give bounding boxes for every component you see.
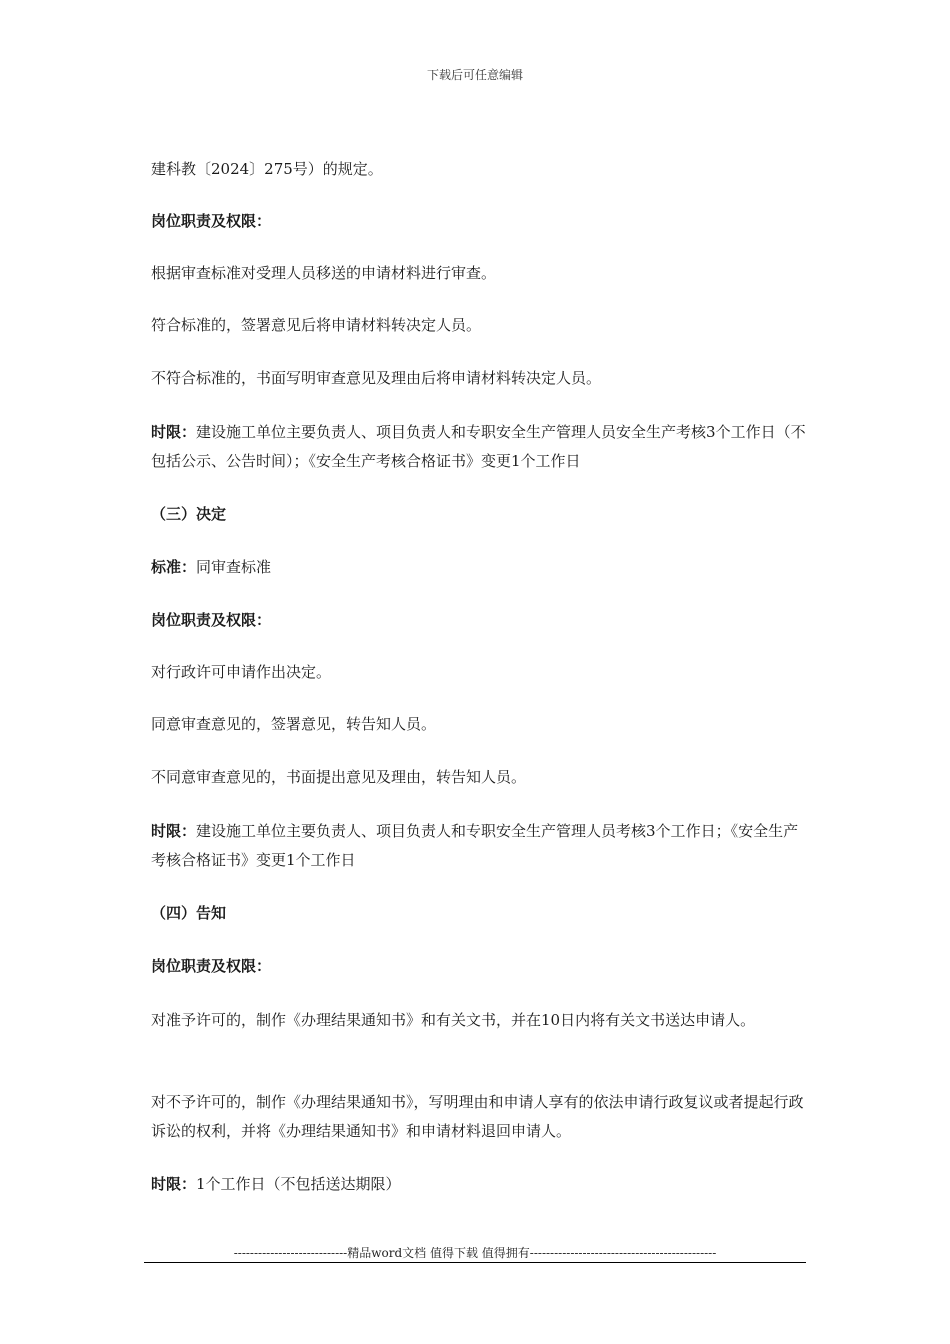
footer-divider <box>144 1262 806 1263</box>
paragraph-agree: 同意审查意见的，签署意见，转告知人员。 <box>151 715 437 733</box>
page-header: 下载后可任意编辑 <box>426 68 523 82</box>
section-heading-decision: （三）决定 <box>151 505 227 523</box>
paragraph-time-limit-review <box>151 418 806 476</box>
paragraph-compliant: 符合标准的，签署意见后将申请材料转决定人员。 <box>151 316 482 334</box>
time-limit-text: 建设施工单位主要负责人、项目负责人和专职安全生产管理人员考核3个工作日；《安全生产考核合格证书》变更1个工作日 <box>151 822 799 869</box>
paragraph-standard <box>151 553 806 582</box>
paragraph-review: 根据审查标准对受理人员移送的申请材料进行审查。 <box>151 264 497 282</box>
paragraph-regulation-ref: 建科教〔2024〕275号）的规定。 <box>151 160 383 178</box>
section-label-duties: 岗位职责及权限： <box>151 212 272 230</box>
page-footer: ----------------------------精品word文档 值得下载 值得拥有---------------------------------------------- <box>233 1246 717 1260</box>
standard-text: 同审查标准 <box>196 558 272 576</box>
time-limit-label: 时限： <box>151 423 197 441</box>
section-label-duties-decision: 岗位职责及权限： <box>151 611 272 629</box>
section-heading-notify: （四）告知 <box>151 904 227 922</box>
paragraph-make-decision: 对行政许可申请作出决定。 <box>151 663 332 681</box>
paragraph-rejected: 对不予许可的，制作《办理结果通知书》，写明理由和申请人享有的依法申请行政复议或者提起行政诉讼的权利，并将《办理结果通知书》和申请材料退回申请人。 <box>151 1093 804 1140</box>
time-limit-text: 建设施工单位主要负责人、项目负责人和专职安全生产管理人员安全生产考核3个工作日（不包括公示、公告时间）；《安全生产考核合格证书》变更1个工作日 <box>151 423 806 470</box>
time-limit-label: 时限： <box>151 822 197 840</box>
paragraph-approved: 对准予许可的，制作《办理结果通知书》和有关文书，并在10日内将有关文书送达申请人。 <box>151 1011 756 1029</box>
paragraph-noncompliant: 不符合标准的，书面写明审查意见及理由后将申请材料转决定人员。 <box>151 369 602 387</box>
time-limit-label: 时限： <box>151 1175 197 1193</box>
paragraph-time-limit-decision <box>151 817 806 875</box>
time-limit-text: 1个工作日（不包括送达期限） <box>196 1175 401 1193</box>
standard-label: 标准： <box>151 558 197 576</box>
paragraph-time-limit-notify <box>151 1170 806 1199</box>
paragraph-disagree: 不同意审查意见的，书面提出意见及理由，转告知人员。 <box>151 768 527 786</box>
section-label-duties-notify: 岗位职责及权限： <box>151 957 272 975</box>
